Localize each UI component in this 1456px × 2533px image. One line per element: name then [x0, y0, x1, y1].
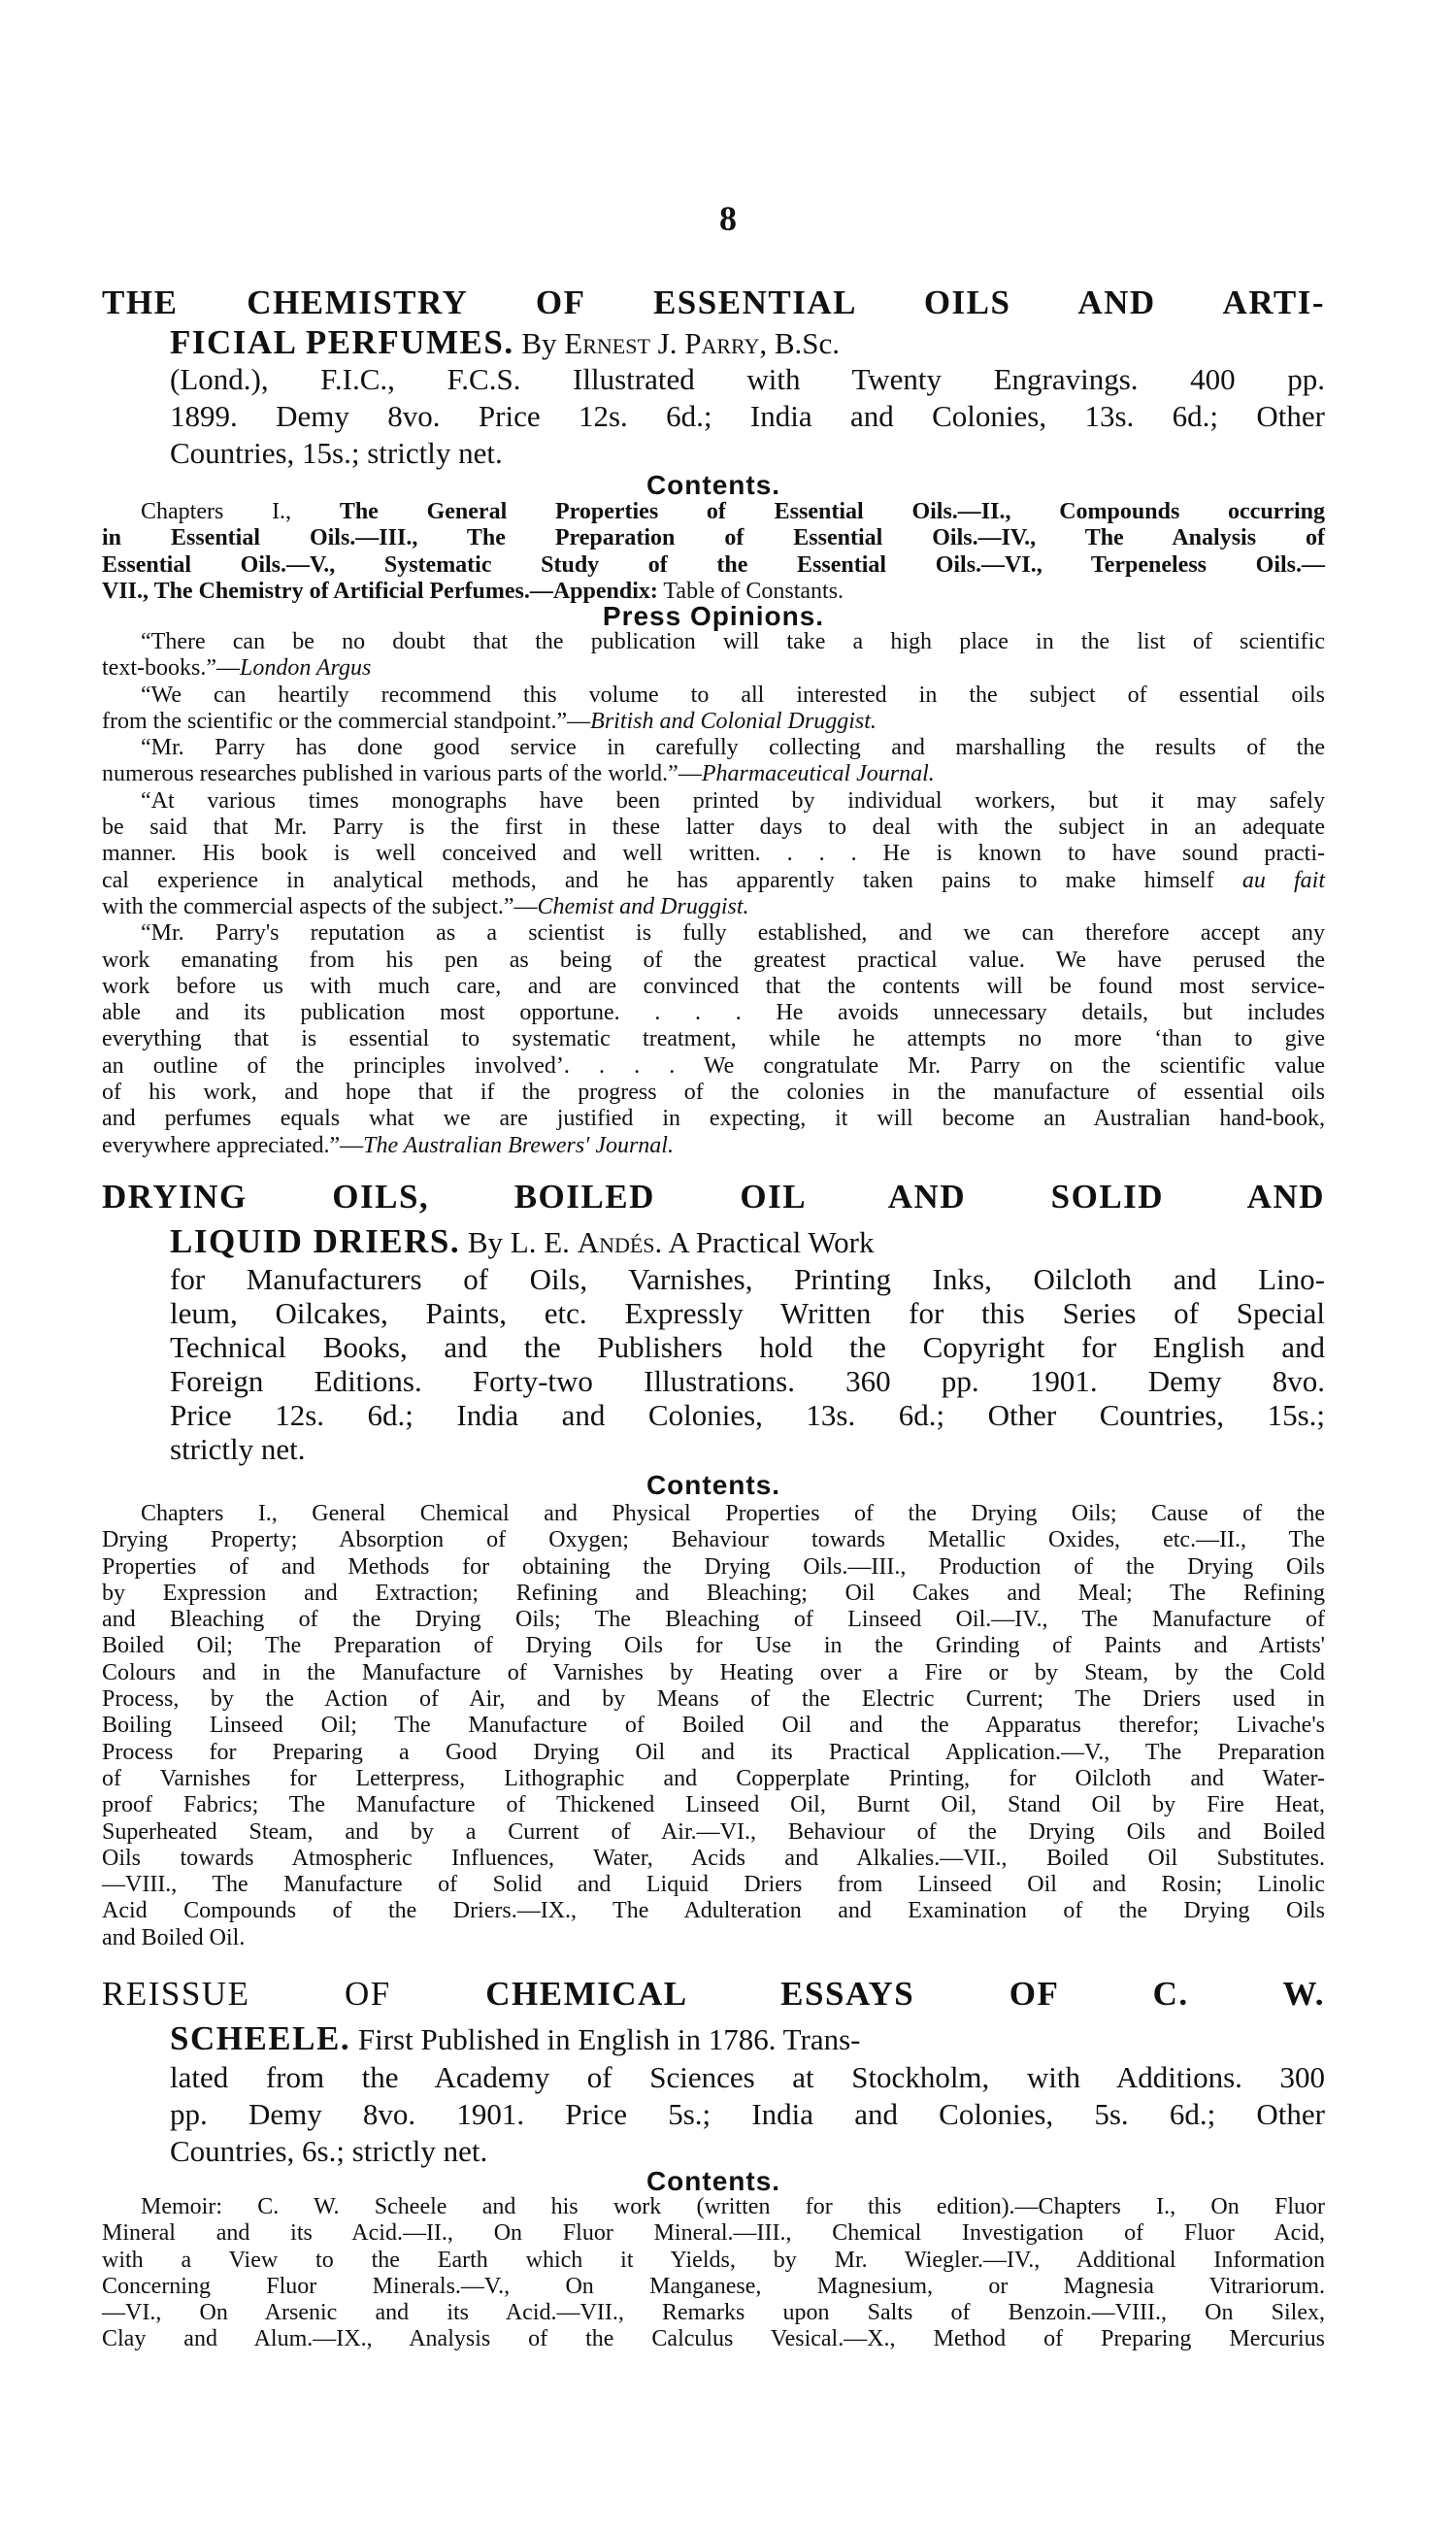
text-line [102, 629, 1325, 655]
title-text: THE CHEMISTRY OF ESSENTIAL OILS AND ARTI- [102, 283, 1325, 321]
text-line [102, 709, 1325, 735]
text-run: “There can be no doubt that the publication will take a high place in the list of scientific [141, 629, 1325, 654]
text-line [102, 974, 1325, 1000]
contents-heading: Contents. [645, 470, 781, 500]
title-text: FICIAL PERFUMES. [170, 323, 514, 361]
contents-essential-oils [102, 499, 1325, 605]
text-line [102, 1219, 1325, 1264]
book-title-scheele-essays [102, 1972, 1325, 2061]
text-run: The General Properties of Essential Oils.—II., Compounds occurring [339, 499, 1326, 524]
text-run: Properties of and Methods for obtaining the Drying Oils.—III., Production of the Drying Oils [102, 1553, 1325, 1580]
text-run: everywhere appreciated.”— [102, 1132, 364, 1158]
contents-heading: Contents. [645, 1470, 781, 1500]
text-line [102, 2274, 1325, 2300]
text-run: By L. E. [460, 1225, 578, 1259]
text-run: Clay and Alum.—IX., Analysis of the Calculus Vesical.—X., Method of Preparing Mercurius [102, 2326, 1325, 2352]
text-line [102, 1846, 1325, 1872]
text-run: leum, Oilcakes, Paints, etc. Expressly Written for this Series of Special [170, 1296, 1325, 1330]
text-line [102, 735, 1325, 761]
press-quote [102, 920, 1325, 1159]
press-quote [102, 683, 1325, 736]
text-line [102, 2220, 1325, 2247]
text-run: manner. His book is well conceived and well written. . . . He is known to have sound practi- [102, 841, 1325, 867]
text-line [102, 283, 1325, 323]
text-run: —VIII., The Manufacture of Solid and Liquid Driers from Linseed Oil and Rosin; Linolic [102, 1872, 1325, 1898]
text-run: Boiled Oil; The Preparation of Drying Oils for Use in the Grinding of Paints and Artists' [102, 1633, 1325, 1659]
text-line [170, 2133, 1325, 2170]
text-line [102, 1106, 1325, 1132]
text-run: Concerning Fluor Minerals.—V., On Manganese, Magnesium, or Magnesia Vitrariorum. [102, 2273, 1325, 2299]
text-run: strictly net. [170, 1432, 306, 1466]
text-run: A Practical Work [662, 1225, 875, 1259]
book-details-scheele-essays [170, 2059, 1325, 2170]
text-run: Process, by the Action of Air, and by Means of the Electric Current; The Driers used in [102, 1686, 1325, 1713]
text-run: —VI., On Arsenic and its Acid.—VII., Remarks upon Salts of Benzoin.—VIII., On Silex, [102, 2300, 1325, 2326]
text-line [102, 1133, 1325, 1159]
text-run: Mineral and its Acid.—II., On Fluor Mineral.—III., Chemical Investigation of Fluor Acid, [102, 2220, 1325, 2247]
text-run: Oils towards Atmospheric Influences, Water, Acids and Alkalies.—VII., Boiled Oil Substitutes. [102, 1845, 1325, 1871]
text-line [102, 868, 1325, 894]
text-run: with a View to the Earth which it Yields, by Mr. Wiegler.—IV., Additional Information [102, 2247, 1325, 2273]
text-line [102, 499, 1325, 525]
text-line [102, 948, 1325, 974]
text-run: Chapters I., General Chemical and Physical Properties of the Drying Oils; Cause of the [141, 1501, 1325, 1526]
author-name: Andés. [577, 1225, 663, 1259]
text-run: Chapters I., [141, 499, 340, 524]
text-run: VII., The Chemistry of Artificial Perfumes.—Appendix: [102, 578, 658, 604]
text-run: Foreign Editions. Forty-two Illustrations. 360 pp. 1901. Demy 8vo. [170, 1364, 1325, 1398]
text-run: and perfumes equals what we are justified in expecting, it will become an Australian hand-book, [102, 1106, 1325, 1132]
text-line [102, 920, 1325, 947]
text-run: and Boiled Oil. [102, 1924, 246, 1950]
text-line [102, 1792, 1325, 1818]
text-line [102, 2248, 1325, 2274]
text-run: , B.Sc. [759, 326, 841, 360]
author-name: Ernest J. Parry [564, 326, 760, 360]
text-run: by Expression and Extraction; Refining and Bleaching; Oil Cakes and Meal; The Refining [102, 1580, 1325, 1606]
text-line [102, 1554, 1325, 1581]
book-title-drying-oils [102, 1175, 1325, 1264]
text-line [102, 2300, 1325, 2326]
text-run: Process for Preparing a Good Drying Oil and its Practical Application.—V., The Preparation [102, 1739, 1325, 1765]
text-run: from the scientific or the commercial standpoint.”— [102, 708, 591, 734]
text-run: First Published in English in 1786. Trans- [350, 2022, 861, 2056]
text-line [102, 815, 1325, 841]
text-line [102, 1501, 1325, 1527]
text-run: “Mr. Parry has done good service in carefully collecting and marshalling the results of the [141, 735, 1325, 761]
citation-source: British and Colonial Druggist. [590, 708, 877, 734]
text-run: Table of Constants. [657, 578, 844, 604]
text-line [102, 761, 1325, 787]
text-run: of his work, and hope that if the progress of the colonies in the manufacture of essential oils [102, 1080, 1325, 1106]
text-run: everything that is essential to systematic treatment, while he attempts no more ‘than to give [102, 1026, 1325, 1052]
text-run: Acid Compounds of the Driers.—IX., The Adulteration and Examination of the Drying Oils [102, 1898, 1325, 1924]
text-run: “At various times monographs have been printed by individual workers, but it may safely [141, 787, 1325, 814]
text-line [170, 1296, 1325, 1330]
text-run: (Lond.), F.I.C., F.C.S. Illustrated with Twenty Engravings. 400 pp. [170, 362, 1325, 396]
text-run: in Essential Oils.—III., The Preparation of Essential Oils.—IV., The Analysis of [102, 525, 1325, 551]
text-line [102, 1053, 1325, 1080]
text-line [102, 1607, 1325, 1633]
book-title-essential-oils [102, 283, 1325, 363]
text-line [102, 1819, 1325, 1846]
text-run: Countries, 6s.; strictly net. [170, 2134, 488, 2168]
text-run: work before us with much care, and are convinced that the contents will be found most service- [102, 973, 1325, 999]
text-line [102, 1740, 1325, 1766]
text-line [102, 1175, 1325, 1219]
text-line [102, 1660, 1325, 1686]
press-opinions-heading: Press Opinions. [602, 601, 825, 631]
text-run: text-books.”— [102, 655, 240, 682]
text-run: By [513, 326, 565, 360]
text-line [102, 1972, 1325, 2016]
text-line [102, 2016, 1325, 2061]
text-run: for Manufacturers of Oils, Varnishes, Printing Inks, Oilcloth and Lino- [170, 1262, 1325, 1296]
text-run: “We can heartily recommend this volume to all interested in the subject of essential oils [141, 682, 1325, 708]
citation-source: au fait [1241, 867, 1325, 893]
text-line [102, 1898, 1325, 1924]
text-run: Superheated Steam, and by a Current of Air.—VI., Behaviour of the Drying Oils and Boiled [102, 1818, 1325, 1845]
text-run: Countries, 15s.; strictly net. [170, 436, 503, 470]
text-run: of Varnishes for Letterpress, Lithographic and Copperplate Printing, for Oilcloth and Water- [102, 1765, 1325, 1791]
text-run: numerous researches published in various parts of the world.”— [102, 761, 702, 787]
text-line [170, 1262, 1325, 1296]
text-run: proof Fabrics; The Manufacture of Thickened Linseed Oil, Burnt Oil, Stand Oil by Fire Heat, [102, 1792, 1325, 1818]
press-quote [102, 629, 1325, 683]
text-run: work emanating from his pen as being of the greatest practical value. We have perused the [102, 947, 1325, 973]
text-run: be said that Mr. Parry is the first in these latter days to deal with the subject in an adequate [102, 815, 1325, 841]
text-run: an outline of the principles involved’. . . . We congratulate Mr. Parry on the scientific value [102, 1052, 1325, 1079]
text-run: Drying Property; Absorption of Oxygen; Behaviour towards Metallic Oxides, etc.—II., The [102, 1527, 1325, 1553]
page-number: 8 [719, 199, 737, 238]
press-quote [102, 735, 1325, 788]
text-run: Technical Books, and the Publishers hold the Copyright for English and [170, 1330, 1325, 1364]
text-run: Essential Oils.—V., Systematic Study of the Essential Oils.—VI., Terpeneless Oils.— [102, 551, 1325, 578]
text-line [102, 2194, 1325, 2220]
text-line [102, 1766, 1325, 1792]
text-line [102, 1872, 1325, 1898]
title-text: REISSUE OF [102, 1975, 486, 2013]
title-text: LIQUID DRIERS. [170, 1222, 461, 1260]
text-run: 1899. Demy 8vo. Price 12s. 6d.; India and Colonies, 13s. 6d.; Other [170, 399, 1325, 433]
text-line [102, 1000, 1325, 1026]
text-run: Boiling Linseed Oil; The Manufacture of Boiled Oil and the Apparatus therefor; Livache's [102, 1713, 1325, 1739]
citation-source: Chemist and Druggist. [537, 893, 749, 919]
text-run: and Bleaching of the Drying Oils; The Bleaching of Linseed Oil.—IV., The Manufacture of [102, 1607, 1325, 1633]
citation-source: London Argus [239, 655, 372, 682]
text-run: “Mr. Parry's reputation as a scientist is fully established, and we can therefore accept any [141, 920, 1325, 947]
title-text: SCHEELE. [170, 2019, 351, 2057]
text-line [102, 2326, 1325, 2352]
text-line [102, 683, 1325, 709]
text-line [102, 525, 1325, 551]
text-run: pp. Demy 8vo. 1901. Price 5s.; India and Colonies, 5s. 6d.; Other [170, 2097, 1325, 2131]
text-line [102, 788, 1325, 815]
text-run: Colours and in the Manufacture of Varnishes by Heating over a Fire or by Steam, by the Cold [102, 1659, 1325, 1685]
text-run: able and its publication most opportune. . . . He avoids unnecessary details, but includes [102, 1000, 1325, 1026]
text-line [102, 841, 1325, 867]
book-details-drying-oils [170, 1262, 1325, 1466]
text-line [170, 1398, 1325, 1432]
text-run: Price 12s. 6d.; India and Colonies, 13s. 6d.; Other Countries, 15s.; [170, 1398, 1325, 1432]
text-run: Memoir: C. W. Scheele and his work (written for this edition).—Chapters I., On Fluor [141, 2194, 1325, 2219]
text-run: lated from the Academy of Sciences at Stockholm, with Additions. 300 [170, 2060, 1325, 2094]
text-line [102, 1633, 1325, 1659]
contents-scheele-essays [102, 2194, 1325, 2353]
citation-source: The Australian Brewers' Journal. [363, 1132, 674, 1158]
text-line [102, 1026, 1325, 1052]
text-line [102, 1080, 1325, 1106]
text-run: cal experience in analytical methods, and he has apparently taken pains to make himself [102, 867, 1242, 893]
title-text: DRYING OILS, BOILED OIL AND SOLID AND [102, 1178, 1325, 1216]
text-line [102, 1581, 1325, 1607]
press-quote [102, 788, 1325, 920]
text-line [170, 1432, 1325, 1466]
contents-drying-oils [102, 1501, 1325, 1951]
text-run: with the commercial aspects of the subject.”— [102, 893, 538, 919]
text-line [170, 1364, 1325, 1398]
text-line [102, 655, 1325, 682]
text-line [170, 2059, 1325, 2096]
book-details-essential-oils [170, 361, 1325, 472]
text-line [102, 1527, 1325, 1553]
text-line [102, 894, 1325, 920]
text-line [170, 1330, 1325, 1364]
contents-heading: Contents. [645, 2166, 781, 2196]
text-line [170, 2096, 1325, 2133]
title-text: CHEMICAL ESSAYS OF C. W. [485, 1975, 1325, 2013]
text-line [102, 323, 1325, 363]
text-line [102, 1686, 1325, 1713]
text-line [102, 552, 1325, 579]
text-line [170, 361, 1325, 398]
text-line [170, 435, 1325, 472]
text-line [102, 1713, 1325, 1739]
press-opinions [102, 629, 1325, 1159]
text-line [170, 398, 1325, 435]
citation-source: Pharmaceutical Journal. [701, 761, 935, 787]
text-line [102, 1925, 1325, 1951]
